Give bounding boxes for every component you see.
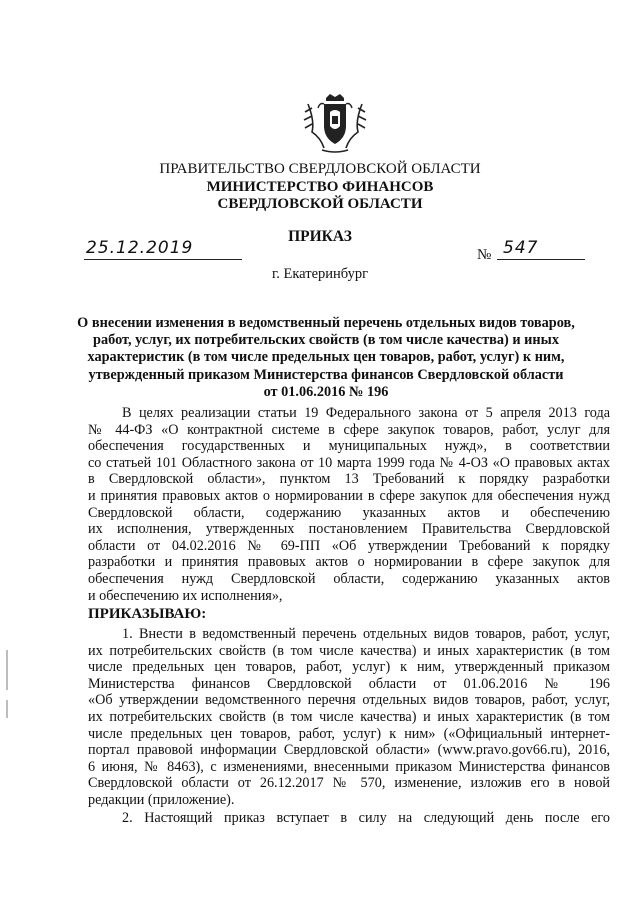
coat-of-arms-icon: [300, 92, 370, 154]
item-1-line: портал правовой информации Свердловской области» (www.pravo.gov66.ru), 2016,: [88, 742, 610, 759]
title-line: утвержденный приказом Министерства финансов Свердловской области: [88, 366, 564, 383]
item-1-line: их потребительских свойств (в том числе качества) и иных характеристик (в том: [88, 642, 610, 659]
date-underline: [84, 259, 242, 260]
item-1-line: Свердловской области от 26.12.2017 № 570, изменение, изложив его в новой: [88, 775, 610, 792]
title-line: О внесении изменения в ведомственный перечень отдельных видов товаров,: [77, 315, 575, 331]
item-1-line: «Об утверждении ведомственного перечня отдельных видов товаров, работ, услуг,: [88, 692, 610, 709]
preamble-line: их исполнения, утвержденных постановлением Правительства Свердловской: [88, 521, 610, 538]
item-1: [88, 626, 610, 809]
number-underline: [497, 259, 585, 260]
preamble-line: разработки и принятия правовых актов о нормировании в сфере закупок для: [88, 554, 610, 571]
handwritten-date: 25.12.2019: [86, 238, 194, 258]
item-1-line: Министерства финансов Свердловской области от 01.06.2016 № 196: [88, 675, 610, 692]
item-1-line: 1. Внести в ведомственный перечень отдельных видов товаров, работ, услуг,: [122, 626, 610, 642]
order-word: ПРИКАЗЫВАЮ:: [88, 606, 207, 622]
ministry-name-line1: МИНИСТЕРСТВО ФИНАНСОВ: [206, 179, 434, 195]
item-1-line: их потребительских свойств (в том числе качества) и иных характеристик (в том: [88, 708, 610, 725]
order-title: [70, 315, 582, 401]
item-2-line: 2. Настоящий приказ вступает в силу на следующий день после его: [122, 810, 610, 826]
preamble-line: со статьей 101 Областного закона от 10 марта 1999 года № 4-ОЗ «О правовых актах: [88, 454, 610, 471]
title-line: работ, услуг, их потребительских свойств (в том числе качества) и иных: [93, 332, 559, 349]
government-name: ПРАВИТЕЛЬСТВО СВЕРДЛОВСКОЙ ОБЛАСТИ: [159, 161, 481, 177]
city: г. Екатеринбург: [271, 266, 369, 282]
document-type: ПРИКАЗ: [288, 228, 352, 245]
number-label: №: [477, 247, 492, 263]
item-1-line: редакции (приложение).: [88, 791, 235, 808]
scan-edge-mark: [6, 700, 8, 718]
preamble-line: обеспечения государственных и муниципальных нужд», в соответствии: [88, 438, 610, 455]
item-1-line: числе предельных цен товаров, работ, услуг) к ним» («Официальный интернет-: [88, 725, 610, 742]
preamble-line: Свердловской области, содержанию указанных актов и обеспечению: [88, 504, 610, 521]
scan-edge-mark: [6, 650, 8, 690]
preamble-line: в Свердловской области», пунктом 13 Требований к порядку разработки: [88, 471, 610, 488]
preamble-line: и обеспечению их исполнения»,: [88, 587, 283, 604]
title-line: от 01.06.2016 № 196: [263, 383, 389, 400]
preamble-line: и принятия правовых актов о нормировании в сфере закупок для обеспечения нужд: [88, 487, 610, 504]
item-1-line: 6 июня, № 8463), с изменениями, внесенными приказом Министерства финансов: [88, 758, 610, 775]
preamble-line: № 44-ФЗ «О контрактной системе в сфере закупок товаров, работ, услуг для: [88, 421, 610, 438]
preamble-line: области от 04.02.2016 № 69-ПП «Об утверждении Требований к порядку: [88, 537, 610, 554]
item-2: [88, 810, 610, 827]
handwritten-number: 547: [503, 238, 539, 258]
preamble-line: обеспечения нужд Свердловской области, содержанию указанных актов: [88, 570, 610, 587]
ministry-name-line2: СВЕРДЛОВСКОЙ ОБЛАСТИ: [217, 196, 423, 212]
title-line: характеристик (в том числе предельных цен товаров, работ, услуг) к ним,: [87, 349, 565, 366]
preamble-line: В целях реализации статьи 19 Федерального закона от 5 апреля 2013 года: [122, 405, 610, 421]
preamble: [88, 405, 610, 604]
item-1-line: числе предельных цен товаров, работ, услуг) к ним, утвержденный приказом: [88, 659, 610, 676]
